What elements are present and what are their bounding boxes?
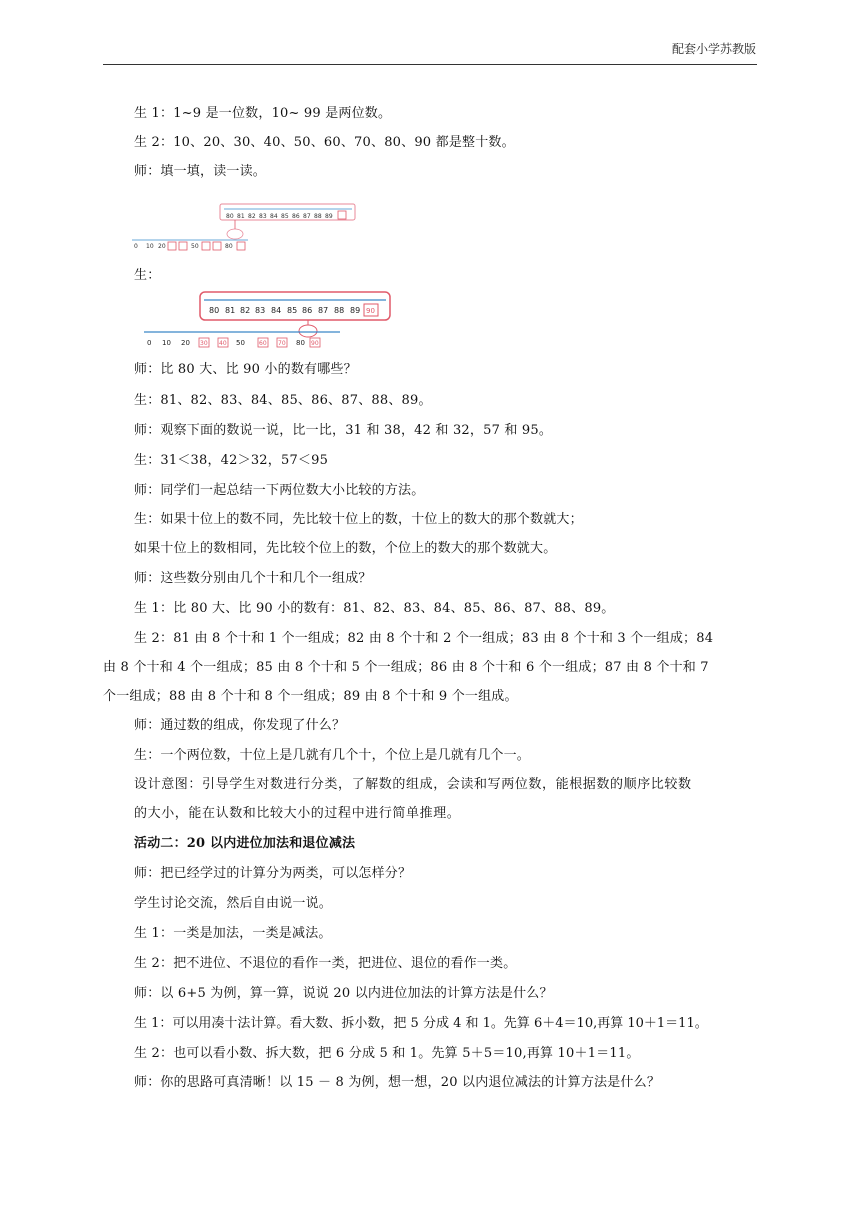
- text-line: 生：31＜38，42＞32，57＜95: [134, 453, 329, 468]
- tick-label: 0: [134, 243, 138, 250]
- design-intent-line: 的大小，能在认数和比较大小的过程中进行简单推理。: [134, 806, 461, 821]
- number-line-figure-1: [130, 198, 370, 254]
- text-line: 生 1：一类是加法，一类是减法。: [134, 926, 332, 941]
- text-line: 生 1：1~9 是一位数，10~ 99 是两位数。: [134, 106, 392, 121]
- text-line: 师：填一填，读一读。: [134, 164, 267, 179]
- text-line: 学生讨论交流，然后自由说一说。: [134, 896, 333, 911]
- tick-label: 87: [303, 213, 311, 220]
- text-line: 师：你的思路可真清晰！以 15 － 8 为例，想一想，20 以内退位减法的计算方法是什么？: [134, 1075, 661, 1090]
- answer-box: [237, 242, 245, 250]
- answer-label: 30: [200, 340, 208, 347]
- tick-label: 89: [350, 306, 361, 315]
- text-line: 生：一个两位数，十位上是几就有几个十，个位上是几就有几个一。: [134, 748, 531, 763]
- text-line: 师：把已经学过的计算分为两类，可以怎样分？: [134, 866, 412, 881]
- publisher-label: 配套小学苏教版: [671, 42, 756, 56]
- text-line: 师：以 6+5 为例，算一算，说说 20 以内进位加法的计算方法是什么？: [134, 986, 553, 1001]
- section-heading: 活动二：20 以内进位加法和退位减法: [134, 836, 356, 851]
- text-line: 生 2：81 由 8 个十和 1 个一组成；82 由 8 个十和 2 个一组成；83 由 8 个十和 3 个一组成；84: [134, 631, 714, 646]
- design-intent-line: 设计意图：引导学生对数进行分类，了解数的组成，会读和写两位数，能根据数的顺序比较数: [134, 777, 692, 792]
- tick-label: 88: [314, 213, 322, 220]
- text-line: 由 8 个十和 4 个一组成；85 由 8 个十和 5 个一组成；86 由 8 个十和 6 个一组成；87 由 8 个十和 7: [103, 660, 709, 675]
- tick-label: 50: [191, 243, 199, 250]
- tick-label: 80: [296, 339, 305, 347]
- tick-label: 10: [162, 339, 171, 347]
- tick-label: 83: [255, 306, 266, 315]
- text-line: 生：: [134, 268, 161, 283]
- tick-label: 87: [318, 306, 329, 315]
- tick-label: 20: [181, 339, 190, 347]
- tick-label: 89: [325, 213, 333, 220]
- text-line: 生 2：也可以看小数、拆大数，把 6 分成 5 和 1。先算 5＋5＝10,再算 10＋1＝11。: [134, 1046, 640, 1061]
- tick-label: 83: [259, 213, 267, 220]
- text-line: 师：比 80 大、比 90 小的数有哪些？: [134, 362, 357, 377]
- text-line: 师：通过数的组成，你发现了什么？: [134, 718, 346, 733]
- text-line: 生 1：可以用凑十法计算。看大数、拆小数，把 5 分成 4 和 1。先算 6＋4＝10,再算 10＋1＝11。: [134, 1016, 708, 1031]
- tick-label: 86: [292, 213, 300, 220]
- text-line: 个一组成；88 由 8 个十和 8 个一组成；89 由 8 个十和 9 个一组成。: [103, 689, 518, 704]
- answer-label: 40: [219, 340, 227, 347]
- tick-label: 50: [236, 339, 245, 347]
- answer-label: 90: [311, 340, 319, 347]
- tick-label: 82: [240, 306, 251, 315]
- tick-label: 84: [270, 213, 278, 220]
- zoom-circle: [299, 325, 317, 337]
- answer-box: [213, 242, 221, 250]
- tick-label: 86: [302, 306, 313, 315]
- answer-label: 70: [278, 340, 286, 347]
- zoom-circle: [227, 229, 243, 239]
- tick-label: 80: [225, 243, 233, 250]
- tick-label: 88: [334, 306, 345, 315]
- text-line: 生：81、82、83、84、85、86、87、88、89。: [134, 393, 432, 408]
- tick-label: 80: [226, 213, 234, 220]
- number-line-figure-2: [140, 286, 400, 352]
- text-line: 生 2：10、20、30、40、50、60、70、80、90 都是整十数。: [134, 135, 515, 150]
- text-line: 师：这些数分别由几个十和几个一组成？: [134, 571, 372, 586]
- text-line: 师：同学们一起总结一下两位数大小比较的方法。: [134, 483, 425, 498]
- tick-label: 85: [287, 306, 298, 315]
- text-line: 如果十位上的数相同，先比较个位上的数，个位上的数大的那个数就大。: [134, 541, 557, 556]
- tick-label: 0: [147, 339, 152, 347]
- answer-label: 90: [366, 307, 375, 315]
- answer-box: [168, 242, 176, 250]
- text-line: 师：观察下面的数说一说，比一比，31 和 38，42 和 32，57 和 95。: [134, 423, 553, 438]
- tick-label: 82: [248, 213, 256, 220]
- text-line: 生 2：把不进位、不退位的看作一类，把进位、退位的看作一类。: [134, 956, 517, 971]
- header-divider: [103, 64, 757, 65]
- answer-box: [338, 211, 346, 219]
- answer-box: [179, 242, 187, 250]
- tick-label: 81: [237, 213, 245, 220]
- text-line: 生：如果十位上的数不同，先比较十位上的数，十位上的数大的那个数就大；: [134, 512, 583, 527]
- tick-label: 85: [281, 213, 289, 220]
- tick-label: 10: [146, 243, 154, 250]
- tick-label: 80: [209, 306, 220, 315]
- answer-label: 60: [259, 340, 267, 347]
- tick-label: 84: [271, 306, 282, 315]
- tick-label: 20: [158, 243, 166, 250]
- tick-label: 81: [225, 306, 236, 315]
- text-line: 生 1：比 80 大、比 90 小的数有：81、82、83、84、85、86、87、88、89。: [134, 601, 615, 616]
- answer-box: [202, 242, 210, 250]
